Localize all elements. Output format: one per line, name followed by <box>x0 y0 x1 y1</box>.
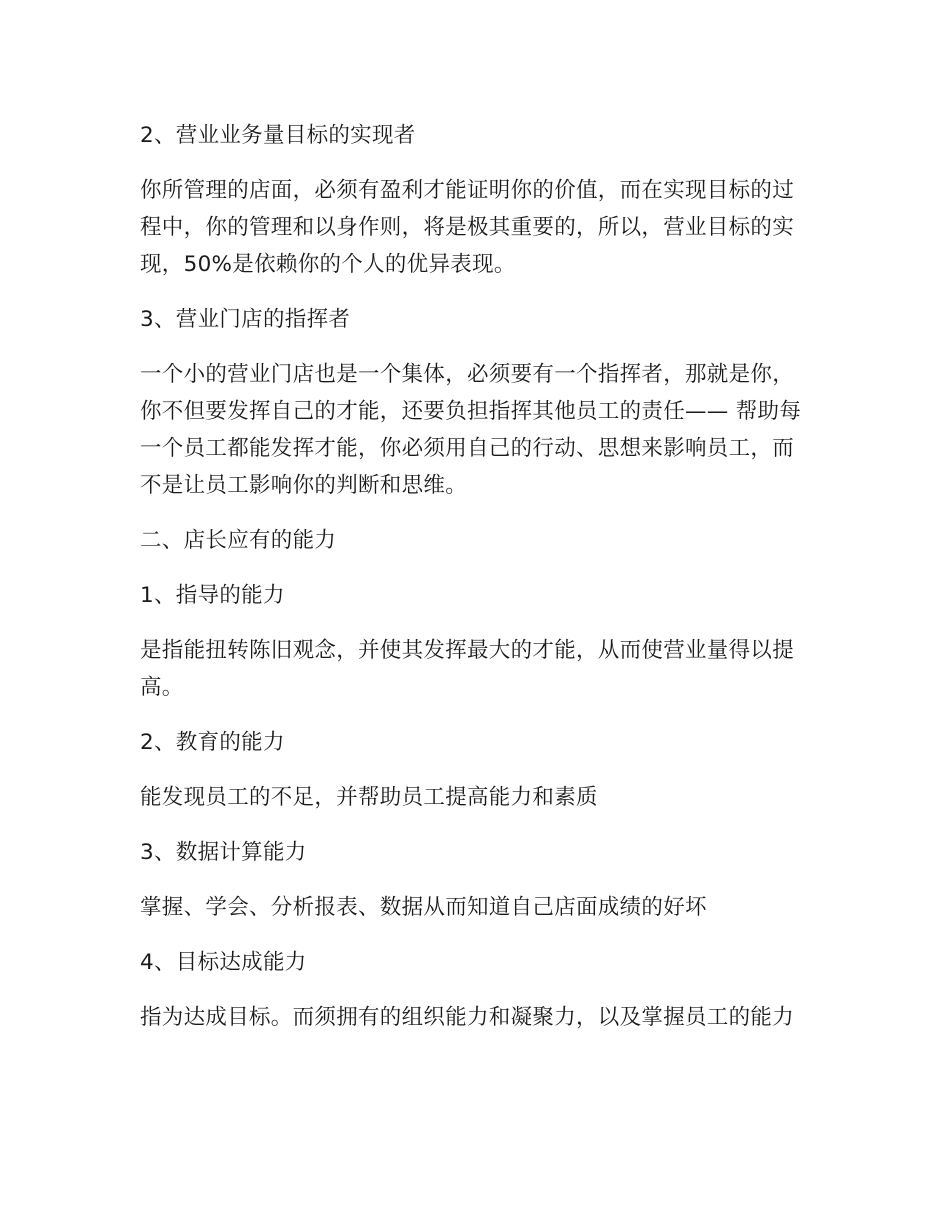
heading-section-two-abilities: 二、店长应有的能力 <box>140 528 337 553</box>
heading-2-business-target-achiever: 2、营业业务量目标的实现者 <box>140 123 416 148</box>
heading-1-guidance-ability: 1、指导的能力 <box>140 583 285 608</box>
heading-3-store-commander: 3、营业门店的指挥者 <box>140 307 351 332</box>
heading-4-target-achievement: 4、目标达成能力 <box>140 950 307 975</box>
heading-3-data-calculation: 3、数据计算能力 <box>140 840 307 865</box>
paragraph-data-description: 掌握、学会、分析报表、数据从而知道自己店面成绩的好坏 <box>140 895 707 920</box>
paragraph-small-store-collective: 一个小的营业门店也是一个集体，必须要有一个指挥者，那就是你，你不但要发挥自己的才能，还要负担指挥其他员工的责任—— 帮助每一个员工都能发挥才能，你必须用自己的行动、思想来影响员工，而不是让员工影响你的判断和思维。 <box>140 362 802 498</box>
paragraph-target-description: 指为达成目标。而须拥有的组织能力和凝聚力，以及掌握员工的能力 <box>140 1005 795 1030</box>
paragraph-education-description: 能发现员工的不足，并帮助员工提高能力和素质 <box>140 785 598 810</box>
document-body <box>140 117 810 1054</box>
paragraph-guidance-description: 是指能扭转陈旧观念，并使其发挥最大的才能，从而使营业量得以提高。 <box>140 638 795 700</box>
paragraph-manage-store-profit: 你所管理的店面，必须有盈利才能证明你的价值，而在实现目标的过程中，你的管理和以身作则，将是极其重要的，所以，营业目标的实现，50%是依赖你的个人的优异表现。 <box>140 178 795 277</box>
heading-2-education-ability: 2、教育的能力 <box>140 730 285 755</box>
